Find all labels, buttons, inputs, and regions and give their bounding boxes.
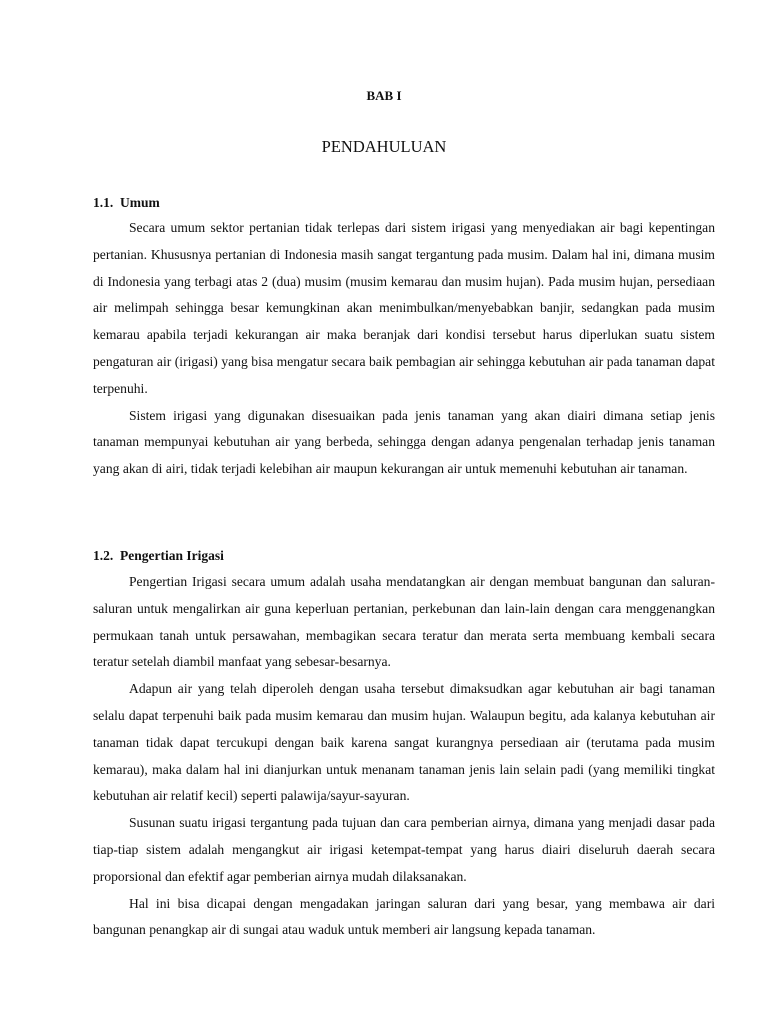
chapter-number: BAB I [366, 88, 402, 103]
paragraph: Secara umum sektor pertanian tidak terlepas dari sistem irigasi yang menyediakan air bagi kepentingan pertanian. Khususnya pertanian di Indonesia masih sangat tergantung pada musim. Dalam hal ini, dimana musim di Indonesia yang terbagi atas 2 (dua) musim (musim kemarau dan musim hujan). Pada musim hujan, persediaan air melimpah sehingga besar kemungkinan akan menimbulkan/menyebabkan banjir, sedangkan pada musim kemarau apabila terjadi kekurangan air maka beranjak dari kondisi tersebut harus diperlukan suatu sistem pengaturan air (irigasi) yang bisa mengatur secara baik pembagian air sehingga kebutuhan air pada tanaman dapat terpenuhi. [93, 220, 715, 396]
chapter-title: PENDAHULUAN [321, 137, 447, 156]
paragraph: Sistem irigasi yang digunakan disesuaikan pada jenis tanaman yang akan diairi dimana setiap jenis tanaman mempunyai kebutuhan air yang berbeda, sehingga dengan adanya pengenalan terhadap jenis tanaman yang akan di airi, tidak terjadi kelebihan air maupun kekurangan air untuk memenuhi kebutuhan air tanaman. [93, 407, 715, 477]
section-heading: 1.2. Pengertian Irigasi [93, 548, 224, 563]
paragraph: Pengertian Irigasi secara umum adalah usaha mendatangkan air dengan membuat bangunan dan saluran-saluran untuk mengalirkan air guna keperluan pertanian, perkebunan dan lain-lain dengan cara menggenangkan permukaan tanah untuk persawahan, membagikan secara teratur dan merata serta membuang kembali secara teratur setelah diambil manfaat yang sebesar-besarnya. [93, 574, 715, 670]
section-pengertian-irigasi [93, 547, 715, 944]
paragraph: Hal ini bisa dicapai dengan mengadakan jaringan saluran dari yang besar, yang membawa air dari bangunan penangkap air di sungai atau waduk untuk memberi air langsung kepada tanaman. [93, 895, 715, 938]
section-heading: 1.1. Umum [93, 195, 160, 210]
section-umum [93, 194, 715, 483]
paragraph: Adapun air yang telah diperoleh dengan usaha tersebut dimaksudkan agar kebutuhan air bagi tanaman selalu dapat terpenuhi baik pada musim kemarau dan musim hujan. Walaupun begitu, ada kalanya kebutuhan air tanaman tidak dapat tercukupi dengan baik karena sangat kurangnya persediaan air (terutama pada musim kemarau), maka dalam hal ini dianjurkan untuk menanam tanaman jenis lain selain padi (yang memiliki tingkat kebutuhan air relatif kecil) seperti palawija/sayur-sayuran. [93, 681, 715, 804]
paragraph: Susunan suatu irigasi tergantung pada tujuan dan cara pemberian airnya, dimana yang menjadi dasar pada tiap-tiap sistem adalah mengangkut air irigasi ketempat-tempat yang harus diairi diseluruh daerah secara proporsional dan efektif agar pemberian airnya mudah dilaksanakan. [93, 815, 715, 884]
